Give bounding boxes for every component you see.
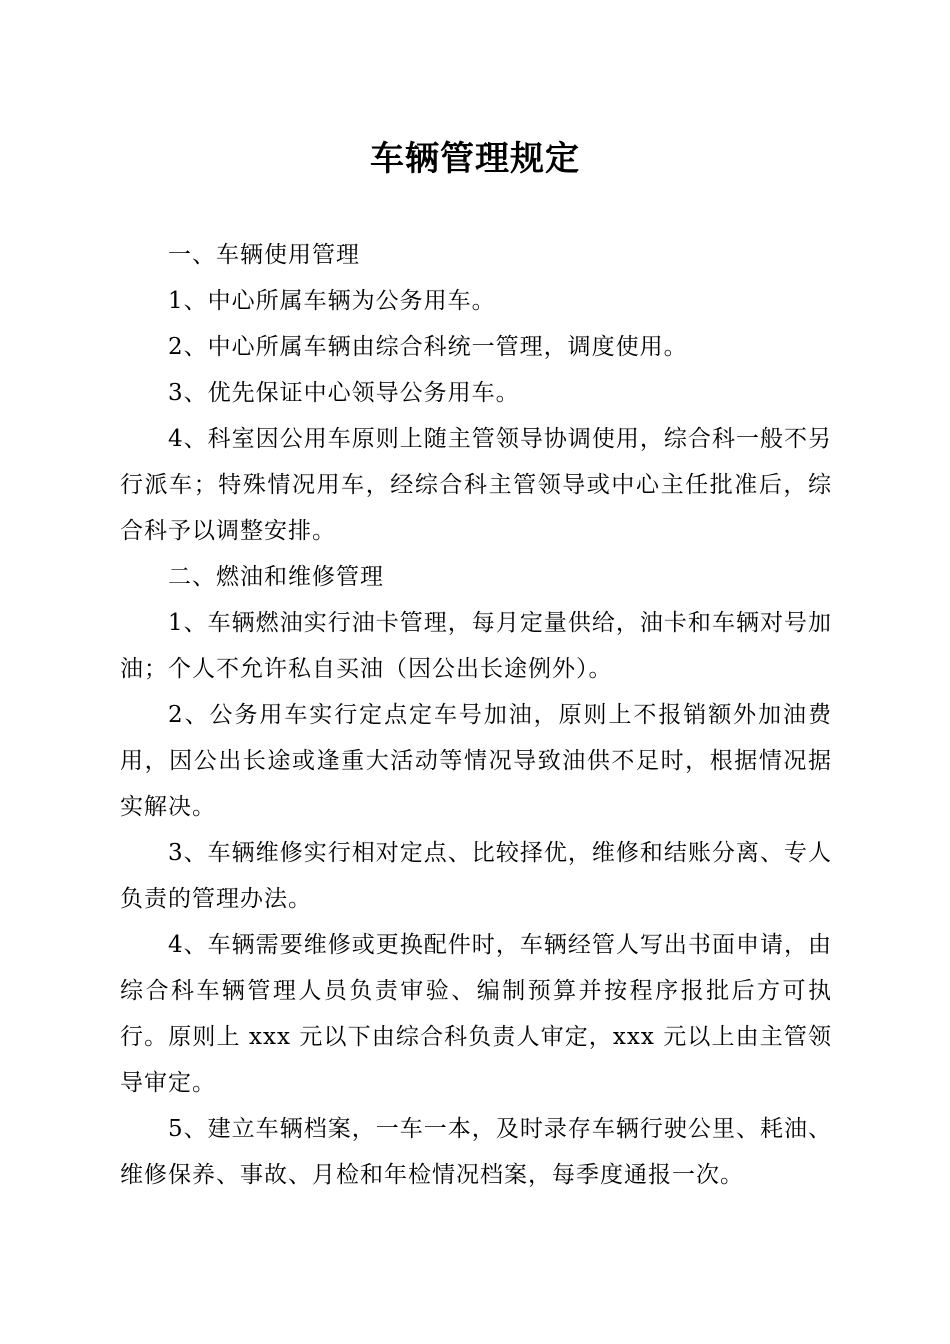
paragraph: 4、车辆需要维修或更换配件时，车辆经管人写出书面申请，由综合科车辆管理人员负责审验、编制预算并按程序报批后方可执行。原则上 xxx 元以下由综合科负责人审定，xxx 元以上由主管领导审定。 bbox=[120, 932, 832, 1096]
paragraph: 1、车辆燃油实行油卡管理，每月定量供给，油卡和车辆对号加油；个人不允许私自买油（因公出长途例外）。 bbox=[120, 610, 832, 682]
paragraph: 2、公务用车实行定点定车号加油，原则上不报销额外加油费用，因公出长途或逢重大活动等情况导致油供不足时，根据情况据实解决。 bbox=[120, 702, 832, 820]
paragraph: 4、科室因公用车原则上随主管领导协调使用，综合科一般不另行派车；特殊情况用车，经综合科主管领导或中心主任批准后，综合科予以调整安排。 bbox=[120, 426, 832, 544]
paragraph: 1、中心所属车辆为公务用车。 bbox=[168, 288, 496, 314]
section-heading-vehicle-use: 一、车辆使用管理 bbox=[168, 242, 360, 268]
paragraph: 3、车辆维修实行相对定点、比较择优，维修和结账分离、专人负责的管理办法。 bbox=[120, 840, 832, 912]
section-heading-fuel-and-maintenance: 二、燃油和维修管理 bbox=[168, 564, 384, 590]
section-vehicle-use bbox=[120, 232, 832, 554]
paragraph: 5、建立车辆档案，一车一本，及时录存车辆行驶公里、耗油、维修保养、事故、月检和年检情况档案，每季度通报一次。 bbox=[120, 1116, 832, 1188]
paragraph: 3、优先保证中心领导公务用车。 bbox=[168, 380, 520, 406]
paragraph: 2、中心所属车辆由综合科统一管理，调度使用。 bbox=[168, 334, 688, 360]
document-body bbox=[120, 232, 832, 1198]
section-fuel-and-maintenance bbox=[120, 554, 832, 1198]
document-title: 车辆管理规定 bbox=[370, 139, 580, 179]
